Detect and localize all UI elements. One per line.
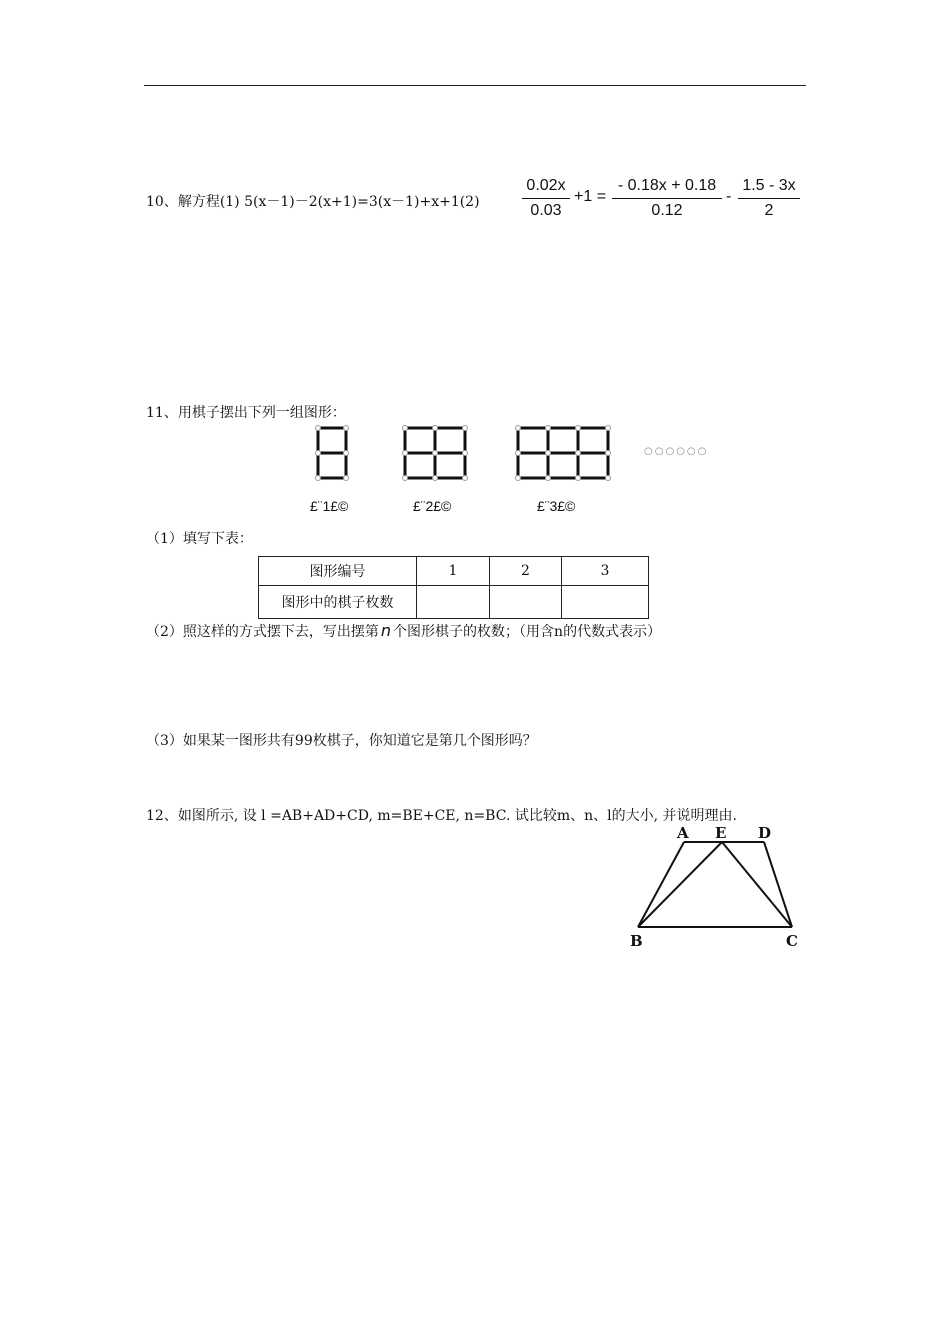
figure-2-label: £¨2£© xyxy=(413,498,452,514)
table-cell: 3 xyxy=(562,557,649,586)
q11-part1: （1）填写下表： xyxy=(146,531,253,547)
q10-frac1-den: 0.03 xyxy=(530,202,562,219)
q11-part2-b: 个图形棋子的枚数；（用含n的代数式表示） xyxy=(393,624,662,640)
q11-table xyxy=(258,556,649,619)
label-E: E xyxy=(715,824,727,842)
q11-title: 11、用棋子摆出下列一组图形： xyxy=(146,405,346,421)
label-B: B xyxy=(630,932,643,950)
q11-part2-n: n xyxy=(380,621,392,640)
label-C: C xyxy=(786,932,798,950)
q10-frac3-num: 1.5 - 3x xyxy=(742,177,796,194)
header-rule xyxy=(144,85,806,86)
q10-plus-one: +1 = xyxy=(574,188,607,205)
q10-frac2-den: 0.12 xyxy=(651,202,683,219)
q10-frac1-num: 0.02x xyxy=(526,177,566,194)
q10-frac3-den: 2 xyxy=(764,202,774,219)
table-header-cell: 图形编号 xyxy=(259,557,417,586)
figure-1-label: £¨1£© xyxy=(310,498,349,514)
q10-frac2-num: - 0.18x + 0.18 xyxy=(617,177,717,194)
table-answer-cell[interactable] xyxy=(490,586,562,619)
figure-1-sticks xyxy=(318,428,346,478)
figure-3-sticks xyxy=(518,428,608,478)
q10-minus: - xyxy=(726,188,732,205)
table-row xyxy=(259,586,649,619)
q10-fraction-1 xyxy=(522,176,570,221)
label-D: D xyxy=(758,824,772,842)
table-cell: 2 xyxy=(490,557,562,586)
q11-continuation-dots: ○○○○○○ xyxy=(644,446,709,457)
q10-fraction-3 xyxy=(738,176,800,221)
q11-part2-a: （2）照这样的方式摆下去，写出摆第 xyxy=(146,624,379,640)
figure-3-label: £¨3£© xyxy=(537,498,576,514)
q10-fraction-2 xyxy=(612,176,722,221)
q10-text: 10、解方程(1) 5(x－1)－2(x+1)=3(x－1)+x+1(2) xyxy=(146,194,480,210)
table-header-cell: 图形中的棋子枚数 xyxy=(259,586,417,619)
label-A: A xyxy=(677,824,689,842)
table-answer-cell[interactable] xyxy=(562,586,649,619)
table-row xyxy=(259,557,649,586)
table-answer-cell[interactable] xyxy=(417,586,490,619)
q11-part3: （3）如果某一图形共有99枚棋子，你知道它是第几个图形吗？ xyxy=(146,733,537,749)
q12-text: 12、如图所示, 设 l =AB+AD+CD, m=BE+CE, n=BC. 试比较m、n、l的大小, 并说明理由. xyxy=(146,808,737,824)
q12-trapezoid-figure xyxy=(620,820,810,955)
table-cell: 1 xyxy=(417,557,490,586)
q11-part2 xyxy=(146,621,661,641)
